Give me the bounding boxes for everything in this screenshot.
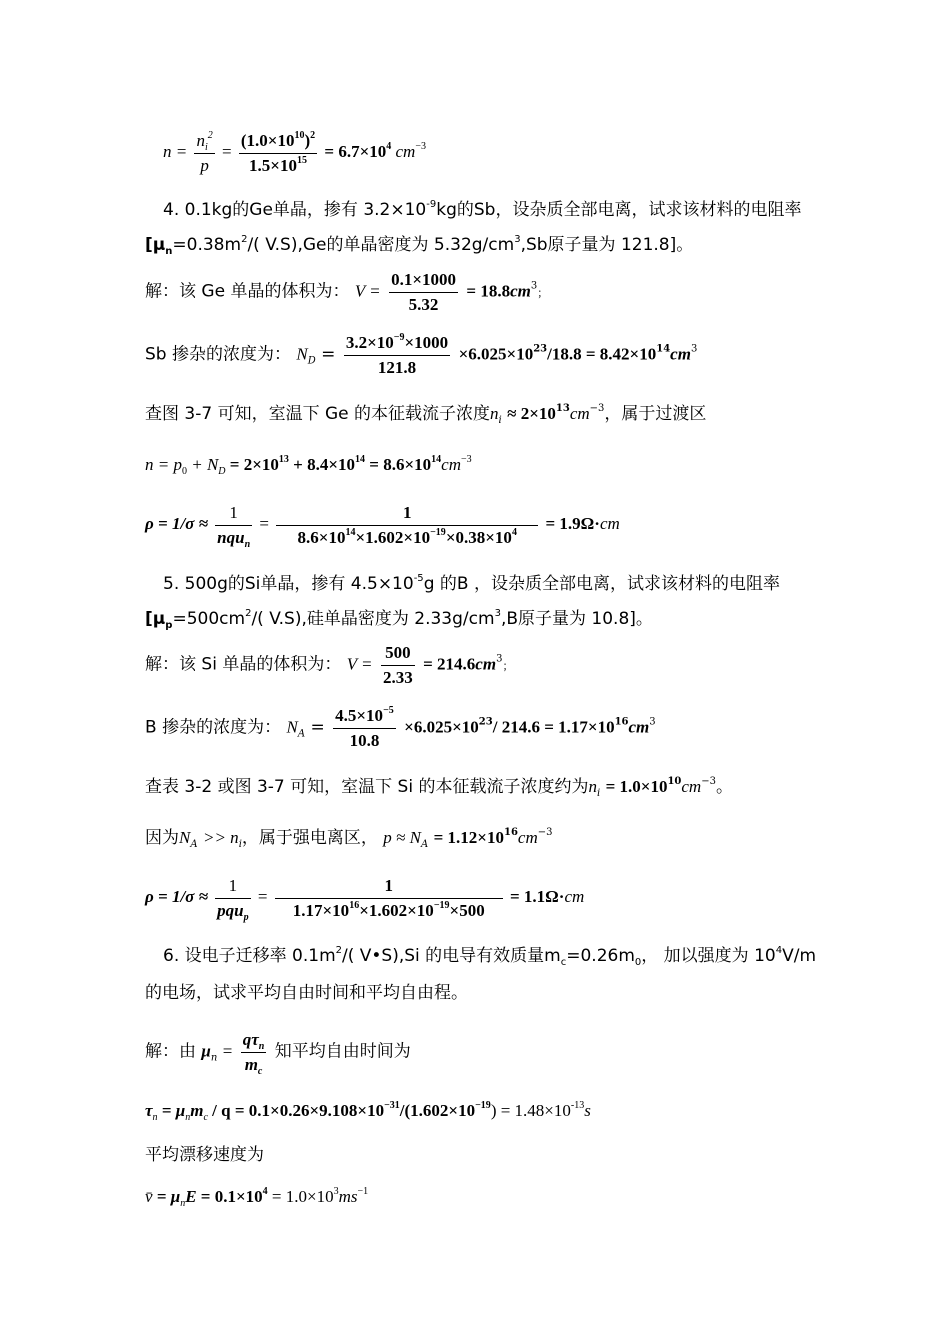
problem-6-relaxation-time: $\tau_n = \mu_nm_c / q = 0.1\times 0.26\times 9.108\times 10^{-31}/(1.602\times 10^{-19}) = 1.48\times 10^{-13}s$ [145, 1100, 591, 1123]
problem-4-intrinsic-check: 查图 3-7 可知，室温下 Ge 的本征载流子浓度$n_i \approx 2\times 10^{13}cm^{-3}$，属于过渡区 [145, 403, 707, 426]
problem-5-volume: 解：该 Si 单晶的体积为： V = $\frac{500}{2.33}$ = $214.6cm^3$； [145, 643, 514, 687]
problem-5-statement-line2: [$\mu_p=500cm^2/$( V.S),硅单晶密度为 $2.33g/cm^3,B$原子量为 10.8]。 [145, 608, 653, 631]
eq-lhs: n = [163, 141, 188, 161]
problem-5-resistivity: ρ = 1/σ ≈ $\frac{1}{pqu_p}$ = $\frac{1}{1.17\times 10^{16}\times 1.602\times 10^{-19}\times 500}$ = 1.1Ω·cm [145, 876, 585, 923]
problem-6-mobility-relation: 解：由 $\mu_n$ = $\frac{q\tau_n}{m_c}$ 知平均自由时间为 [145, 1030, 411, 1077]
problem-4-resistivity: ρ = 1/σ ≈ $\frac{1}{nqu_n}$ = $\frac{1}{8.6\times 10^{14}\times 1.602\times 10^{-19}\times 0.38\times 10^4}$ = 1.9Ω·cm [145, 503, 620, 550]
problem-6-drift-velocity: v̄ = $\mu_nE = 0.1\times 10^4 = 1.0\times 10^3ms^{-1}$ [145, 1186, 369, 1209]
problem-4-n-sum: $n = p_0 + N_D = 2\times 10^{13} + 8.4\times 10^{14} = 8.6\times 10^{14}cm^{-3}$ [145, 454, 472, 477]
problem-5-strong-ionization: 因为$N_A >> n_i$，属于强电离区， $p \approx N_A = 1.12\times 10^{16}cm^{-3}$ [145, 827, 553, 850]
problem-4-volume: 解：该 Ge 单晶的体积为： V = $\frac{0.1\times 1000}{5.32}$ = $18.8cm^3$； [145, 270, 549, 314]
fraction-value: $\frac{(1.0\times 10^{10})^2}{1.5\times 10^{15}}$ [240, 130, 316, 175]
problem-5-intrinsic-check: 查表 3-2 或图 3-7 可知，室温下 Si 的本征载流子浓度约为$n_i = 1.0\times 10^{10}cm^{-3}$。 [145, 776, 733, 799]
fraction-ni2-over-p: $\frac{n_i^2}{p}$ [196, 130, 213, 175]
problem-5-statement-line1: 5. 500g的Si单晶，掺有 $4.5\times 10^{-5}g$ 的B ，设杂质全部电离，试求该材料的电阻率 [163, 573, 780, 594]
problem-6-statement-line1: 6. 设电子迁移率 $0.1m^2/$( V•S),Si 的电导有效质量$m_c=0.26m_0$， 加以强度为 $10^4V/m$ [163, 945, 817, 968]
problem-6-drift-label: 平均漂移速度为 [145, 1145, 264, 1165]
problem-4-statement-line1: 4. 0.1kg的Ge单晶，掺有 $3.2\times 10^{-9}kg$的Sb，设杂质全部电离，试求该材料的电阻率 [163, 199, 802, 220]
equation-n-intrinsic: n = $\frac{n_i^2}{p}$ = $\frac{(1.0\times 10^{10})^2}{1.5\times 10^{15}}$ = $6.7\times 10^4$ $cm^{-3}$ [163, 130, 426, 175]
problem-4-statement-line2: [$\mu_n=0.38m^2/$( V.S),Ge的单晶密度为 $5.32g/cm^3,Sb$原子量为 121.8]。 [145, 234, 694, 257]
problem-4-dopant-concentration: Sb 掺杂的浓度为： $N_D$ = $\frac{3.2\times 10^{-9}\times 1000}{121.8}$ $\times 6.025\times 10^{23}/18.8 = 8.42\times 10^{14}cm^3$ [145, 332, 698, 377]
problem-6-statement-line2: 的电场，试求平均自由时间和平均自由程。 [145, 983, 468, 1003]
problem-5-dopant-concentration: B 掺杂的浓度为： $N_A$ = $\frac{4.5\times 10^{-5}}{10.8}$ $\times 6.025\times 10^{23}/$ $214.6 = 1.17\times 10^{16}cm^3$ [145, 705, 656, 750]
